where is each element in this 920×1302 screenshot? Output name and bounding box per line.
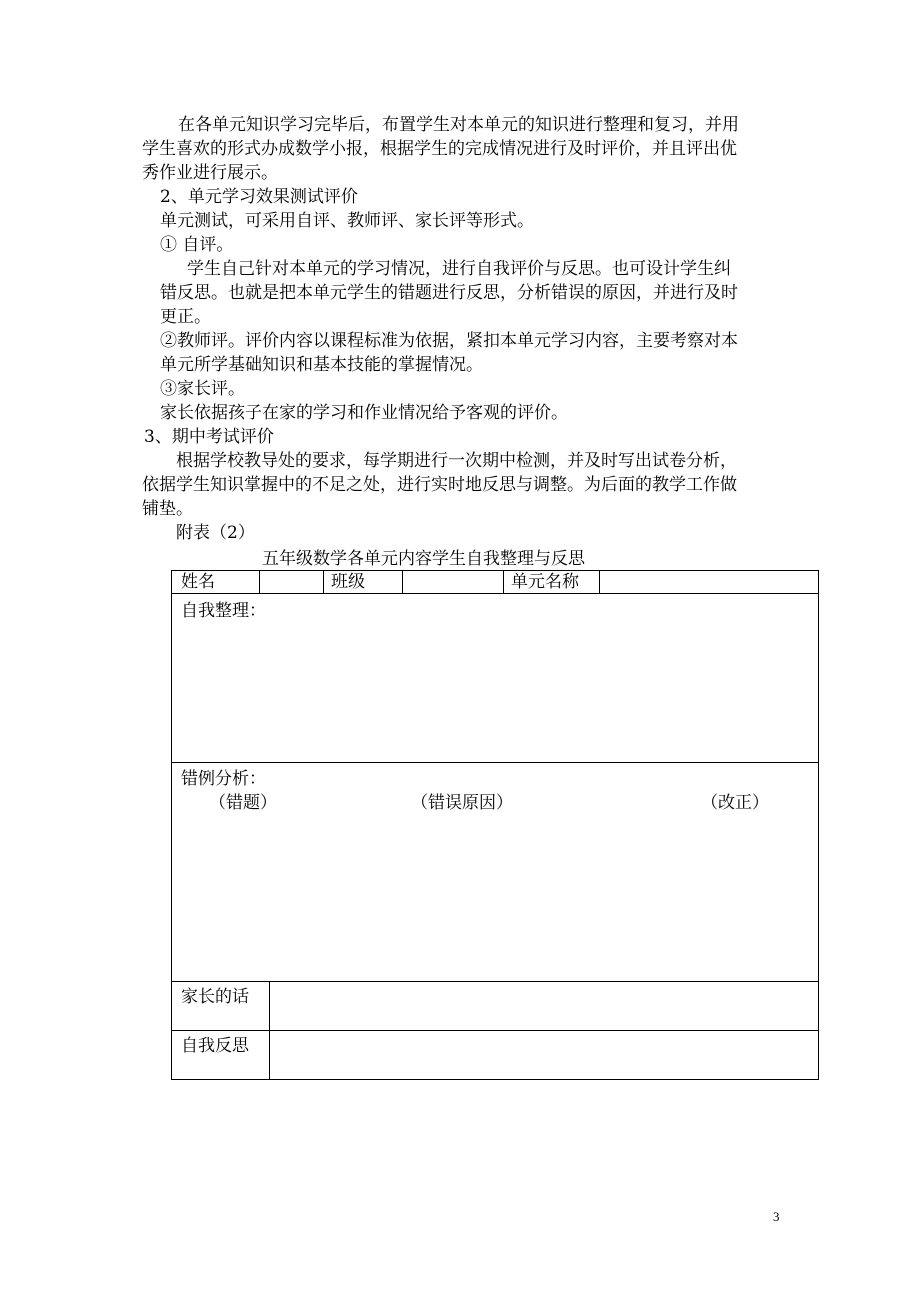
table-border	[171, 762, 819, 763]
paragraph-line: 根据学校教导处的要求，每学期进行一次期中检测，并及时写出试卷分析，	[176, 451, 737, 471]
paragraph-line: 单元测试，可采用自评、教师评、家长评等形式。	[160, 211, 534, 231]
table-border	[323, 570, 324, 594]
paragraph-line: 错反思。也就是把本单元学生的错题进行反思，分析错误的原因，并进行及时	[160, 283, 738, 303]
section-heading: 2、单元学习效果测试评价	[160, 187, 358, 207]
paragraph-line: 学生喜欢的形式办成数学小报，根据学生的完成情况进行及时评价，并且评出优	[142, 139, 737, 159]
form-title: 五年级数学各单元内容学生自我整理与反思	[262, 549, 585, 569]
paragraph-line: 家长依据孩子在家的学习和作业情况给予客观的评价。	[160, 403, 568, 423]
self-organize-label: 自我整理：	[181, 601, 266, 621]
self-reflection-label: 自我反思	[181, 1036, 249, 1056]
appendix-label: 附表（2）	[176, 523, 255, 543]
table-border	[599, 570, 600, 594]
parent-words-label: 家长的话	[181, 987, 249, 1007]
error-reason-column: （错误原因）	[411, 793, 513, 813]
table-border	[818, 570, 819, 1080]
wrong-question-column: （错题）	[209, 793, 277, 813]
table-border	[402, 570, 403, 594]
paragraph-line: 依据学生知识掌握中的不足之处，进行实时地反思与调整。为后面的教学工作做	[142, 475, 737, 495]
name-label: 姓名	[181, 572, 215, 592]
paragraph-line: 秀作业进行展示。	[142, 163, 278, 183]
paragraph-line: 学生自己针对本单元的学习情况，进行自我评价与反思。也可设计学生纠	[187, 259, 731, 279]
table-border	[171, 593, 819, 594]
class-label: 班级	[331, 572, 365, 592]
table-border	[171, 570, 819, 571]
section-heading: 3、期中考试评价	[144, 427, 274, 447]
paragraph-line: 铺垫。	[142, 499, 193, 519]
table-border	[269, 981, 270, 1080]
table-border	[171, 570, 172, 1080]
error-analysis-label: 错例分析：	[181, 769, 266, 789]
correction-column: （改正）	[701, 793, 769, 813]
page-number: 3	[773, 1209, 780, 1224]
list-item: ① 自评。	[160, 235, 234, 255]
table-border	[503, 570, 504, 594]
unit-name-label: 单元名称	[511, 572, 579, 592]
reflection-form-table	[171, 570, 819, 1080]
paragraph-line: 在各单元知识学习完毕后，布置学生对本单元的知识进行整理和复习，并用	[178, 115, 739, 135]
paragraph-line: 更正。	[160, 307, 211, 327]
list-item: ②教师评。评价内容以课程标准为依据，紧扣本单元学习内容，主要考察对本	[160, 331, 738, 351]
list-item: ③家长评。	[160, 379, 245, 399]
paragraph-line: 单元所学基础知识和基本技能的掌握情况。	[160, 355, 483, 375]
table-border	[259, 570, 260, 594]
